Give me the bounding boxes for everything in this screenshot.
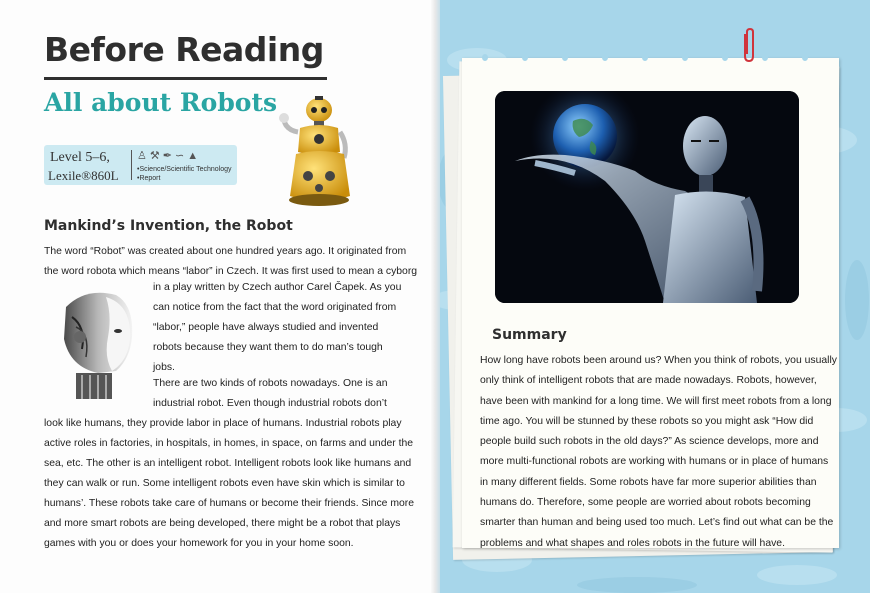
paper-hole xyxy=(562,54,568,61)
section-heading: Mankind’s Invention, the Robot xyxy=(44,218,293,234)
summary-line: humans do. Therefore, some people are worried about robots becoming xyxy=(480,497,811,509)
summary-line: have been with mankind for a long time. We will first meet robots from a long xyxy=(480,395,832,407)
paper-hole xyxy=(602,54,608,61)
lexile-label: Lexile®860L xyxy=(48,168,119,183)
level-label: Level 5–6, xyxy=(50,150,110,165)
genre-tag-report: •Report xyxy=(137,175,161,182)
paper-hole xyxy=(722,54,728,61)
body-line: “labor,” people have always studied and invented xyxy=(153,322,379,333)
swirl-icon: ∽ xyxy=(174,150,188,162)
summary-line: How long have robots been around us? When you think of robots, you usually xyxy=(480,355,837,366)
body-line: sea, etc. The other is an intelligent robot. Intelligent robots look like humans and xyxy=(44,458,412,469)
summary-line: time ago. You will be stunned by these robots so you might ask “How did xyxy=(480,415,814,427)
summary-line: only think of intelligent robots that are made nowadays. Robots, however, xyxy=(480,375,817,387)
body-line: they can walk or run. Some intelligent robots even have skin which is similar to xyxy=(44,478,405,489)
summary-line: in many different fields. Some robots have far more superior abilities than xyxy=(480,476,817,488)
body-line: active roles in factories, in hospitals, in homes, in space, on farms and under the xyxy=(44,438,414,449)
summary-heading: Summary xyxy=(492,327,567,343)
pen-icon: ✒ xyxy=(162,150,175,162)
paper-hole xyxy=(642,54,648,61)
body-line: jobs. xyxy=(153,362,175,373)
summary-line: people build such robots in the old days?” As science develops, more and xyxy=(480,436,819,448)
yellow-robot-image xyxy=(278,92,360,210)
robot-head-image xyxy=(46,287,146,405)
genre-icons xyxy=(137,149,201,162)
body-line: robots because they want them to do man’s tough xyxy=(153,342,383,353)
level-info-box xyxy=(44,145,237,185)
body-line: industrial robot. Even though industrial robots don’t xyxy=(153,398,387,409)
body-line: games with you or does your homework for you in your home soon. xyxy=(44,538,354,549)
paper-clip-icon xyxy=(740,28,758,64)
genre-tags xyxy=(137,165,232,183)
body-line: The word “Robot” was created about one hundred years ago. It originated from xyxy=(44,246,407,257)
genre-tag-science: •Science/Scientific Technology xyxy=(137,166,232,173)
summary-line: smarter than human and being used too much. Let’s find out what can be the xyxy=(480,517,834,529)
summary-body xyxy=(480,351,837,554)
paper-hole xyxy=(762,54,768,61)
summary-line: more multi-functional robots are working with humans or in place of humans xyxy=(480,456,829,468)
page-subtitle: All about Robots xyxy=(44,88,278,117)
page-title: Before Reading xyxy=(44,30,324,69)
body-line: look like humans, they provide labor in place of humans. Industrial robots play xyxy=(44,418,402,429)
page-spine xyxy=(430,0,440,593)
paper-hole xyxy=(802,54,808,61)
title-underline xyxy=(44,77,327,80)
robot-globe-photo xyxy=(495,91,799,303)
body-line: and more smart robots are being developed, there might be a robot that plays xyxy=(44,518,401,529)
microscope-icon: ⚒ xyxy=(149,150,163,162)
tree-icon: ▲ xyxy=(187,150,202,162)
summary-line: problems and what shapes and roles robots in the future will have. xyxy=(480,537,785,549)
level-divider xyxy=(131,150,132,180)
body-line: can notice from the fact that the word originated from xyxy=(153,302,397,313)
paper-hole xyxy=(522,54,528,61)
body-line: humans’. These robots take care of humans or become their friends. Since more xyxy=(44,498,415,509)
people-icon: ♙ xyxy=(137,150,150,162)
body-line: in a play written by Czech author Carel Čapek. As you xyxy=(153,282,402,293)
body-line: the word robota which means “labor” in Czech. It was first used to mean a cyborg xyxy=(44,266,418,277)
paper-hole xyxy=(482,54,488,61)
paper-hole xyxy=(682,54,688,61)
body-line: There are two kinds of robots nowadays. One is an xyxy=(153,378,388,389)
